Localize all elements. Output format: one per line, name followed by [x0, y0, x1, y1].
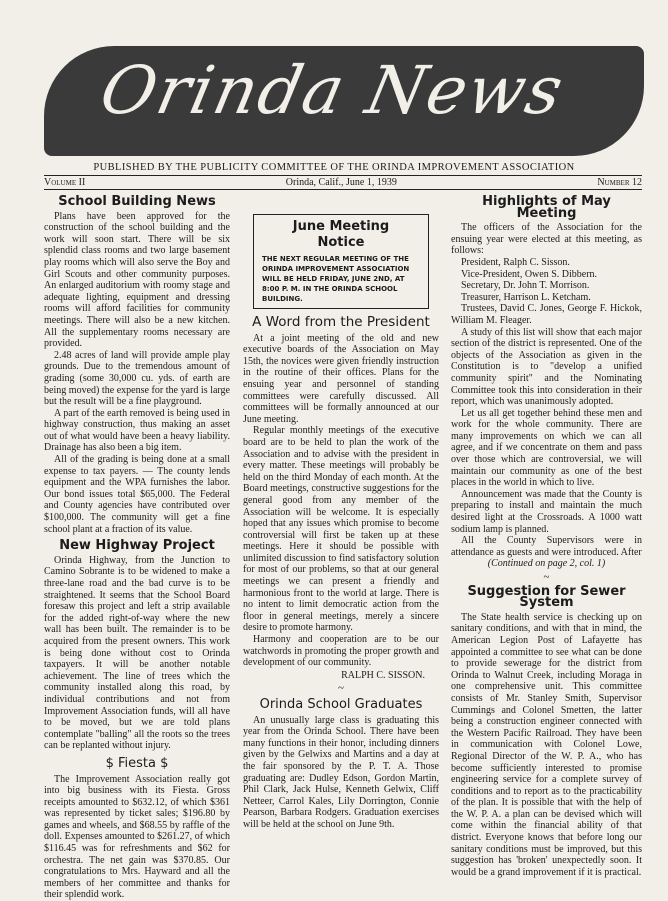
meeting-notice-box [253, 214, 429, 309]
volume-label: Volume II [44, 177, 85, 188]
graduates-heading: Orinda School Graduates [243, 699, 439, 711]
officer-item: Vice-President, Owen S. Dibbern. [451, 269, 642, 281]
sewer-para: The State health service is checking up on sanitary conditions, and with that in mind, the American Legion Post of Lafayette has appointed a committee to see what can be done to provide sewerage for the district from Orinda to Walnut Creek, including Moraga in one comprehensive unit. This committee consists of Mr. Stanley Smith, Supervisor Cummings and Colonel Smetten, the latter being a construction engineer connected with the Western Pacific Railroad. They have been in communication with Colonel Lowe, Regional Director of the W. P. A., who has become sufficiently interested to promise engineering service for a complete survey of conditions and to report as to the practicability of the plan. It is possible that with the help of the W. P. A. a plan can be devised which will come within the financial ability of that district. Everyone knows that before long our sanitary conditions must be improved, but this suggestion has 'broken' unexpectedly soon. It would be a grand improvement if it is practical. [451, 612, 642, 879]
graduates-para: An unusually large class is graduating this year from the Orinda School. There have been many functions in their honor, including dinners given by the Gelwixs and Martins and a day at the fair sponsored by the P. T. A. Those graduating are: Dudley Edson, Gordon Martin, Phil Clark, Jack Hulse, Kenneth Gelwix, Cliff Netteer, Carrol Kales, Lily Dorrington, Connie Pearson, Barbara Rodgers. Graduation exercises will be held at the school on June 9th. [243, 715, 439, 831]
highway-para: Orinda Highway, from the Junction to Camino Sobrante is to be widened to make a three-lane road and the bad curve is to be straightened. It seems that the School Board foresaw this project and left a strip available for the added right-of-way where the new wall has been built. The remainder is to be acquired from the present owners. This work is being done without cost to Orinda taxpayers. It will be another notable achievement. The line of trees which the community installed along this road, by individual contributions and not from Improvement Association funds, will all have to be moved, but we are told plans contemplate "balling" all the roots so the trees can be replanted without injury. [44, 555, 230, 752]
school-para: All of the grading is being done at a small expense to tax payers. — The county lends equipment and the WPA furnishes the labor. Our bond issues total $65,000. The Federal and County agencies have contributed over $100,000. The community will get a fine school plant at a fraction of its value. [44, 454, 230, 535]
school-para: 2.48 acres of land will provide ample play grounds. Due to the tremendous amount of grading (some 30,000 cu. yds. of earth are being moved) the expense for the yard is large but the result will be a fine playground. [44, 350, 230, 408]
president-para: Harmony and cooperation are to be our watchwords in promoting the proper growth and development of our community. [243, 634, 439, 669]
highway-heading: New Highway Project [44, 540, 230, 552]
divider-top [44, 175, 642, 176]
notice-title-line1: June Meeting [262, 219, 420, 235]
sewer-heading: Suggestion for Sewer System [451, 586, 642, 609]
issue-number: Number 12 [597, 177, 642, 188]
continued-note: (Continued on page 2, col. 1) [451, 558, 642, 570]
column-right [451, 194, 642, 878]
divider-bottom [44, 189, 642, 190]
president-signature: RALPH C. SISSON. [243, 670, 439, 682]
place-date: Orinda, Calif., June 1, 1939 [286, 177, 397, 188]
highlights-para: Announcement was made that the County is preparing to install and maintain the much desired light at the Crossroads. A 1000 watt sodium lamp is planned. [451, 489, 642, 535]
notice-body: THE NEXT REGULAR MEETING OF THE ORINDA IMPROVEMENT ASSOCIATION WILL BE HELD FRIDAY, JUNE 2ND, AT 8:00 P. M. IN THE ORINDA SCHOOL BUILDING. [262, 254, 420, 304]
school-heading: School Building News [44, 196, 230, 208]
school-para: Plans have been approved for the construction of the school building and the work will soon start. There will be six splendid class rooms and two large basement play rooms which will also serve the Boy and Girl Scouts and other community purposes. An enlarged auditorium with roomy stage and adequate lighting, equipment and dressing rooms will afford facilities for community meetings. There will also be a new kitchen. All the supplementary rooms necessary are provided. [44, 211, 230, 350]
trustees-line: Trustees, David C. Jones, George F. Hickok, William M. Fleager. [451, 303, 642, 326]
highlights-para: Let us all get together behind these men and work for the whole community. There are many improvements on which we can all agree, and if we concentrate on them and pass over those which are controversial, we will maintain our community as one of the best places in the world in which to live. [451, 408, 642, 489]
officer-item: Secretary, Dr. John T. Morrison. [451, 280, 642, 292]
officers-list [451, 257, 642, 303]
officer-item: President, Ralph C. Sisson. [451, 257, 642, 269]
column-left [44, 194, 230, 901]
masthead-title: Orinda News [94, 52, 571, 129]
column-middle [243, 194, 439, 831]
highlights-intro: The officers of the Association for the ensuing year were elected at this meeting, as follows: [451, 222, 642, 257]
masthead-banner [44, 46, 644, 156]
highlights-heading: Highlights of May Meeting [451, 196, 642, 219]
ornament-divider: ~ [243, 683, 439, 695]
president-para: Regular monthly meetings of the executive board are to be held to plan the work of the Association and to advise with the president in every matter. These meetings will probably be held on the third Monday of each month. At the Board meetings, constructive suggestions for the general good from any member of the Association will be welcome. It is especially hoped that any issues which promise to become controversial will first be taken up at these meetings. Here it should be possible with unlimited discussion to find satisfactory solution for most of our problems, so that at our general meetings we can present a friendly and harmonious front to the world at large. There is no intent to limit democratic action from the floor in general meetings, merely a sincere desire to promote harmony. [243, 425, 439, 634]
highlights-para: A study of this list will show that each major section of the district is represented. One of the objects of the Association as given in the Constitution is to "develop a unified community spirit" and the Nominating Committee took this into consideration in their report, which was unanimously adopted. [451, 327, 642, 408]
president-para: At a joint meeting of the old and new executive boards of the Association on May 15th, the novices were given friendly instruction in the routine of their offices. Plans for the ensuing year and personnel of standing committees were carefully discussed. All committees will be formally announced at our June meeting. [243, 333, 439, 426]
president-heading: A Word from the President [243, 317, 439, 329]
fiesta-heading: $ Fiesta $ [44, 758, 230, 770]
school-para: A part of the earth removed is being used in highway construction, thus making an asset out of what would have been a heavy liability. Drainage has also been a big item. [44, 408, 230, 454]
ornament-divider: ~ [451, 572, 642, 584]
officer-item: Treasurer, Harrison L. Ketcham. [451, 292, 642, 304]
publisher-line: PUBLISHED BY THE PUBLICITY COMMITTEE OF THE ORINDA IMPROVEMENT ASSOCIATION [0, 162, 668, 173]
fiesta-para: The Improvement Association really got into big business with its Fiesta. Gross receipts amounted to $632.12, of which $361 was represented by ticket sales; $196.80 by games and wheels, and $68.55 by raffle of the doll. Expenses amounted to $261.27, of which $116.45 was for refreshments and $62 for orchestra. The net gain was $370.85. Our congratulations to Mrs. Hayward and all the members of her committee and thanks for their splendid work. [44, 774, 230, 901]
issue-meta [44, 177, 642, 188]
notice-title-line2: Notice [262, 235, 420, 251]
highlights-para: All the County Supervisors were in attendance as guests and were introduced. After [451, 535, 642, 558]
